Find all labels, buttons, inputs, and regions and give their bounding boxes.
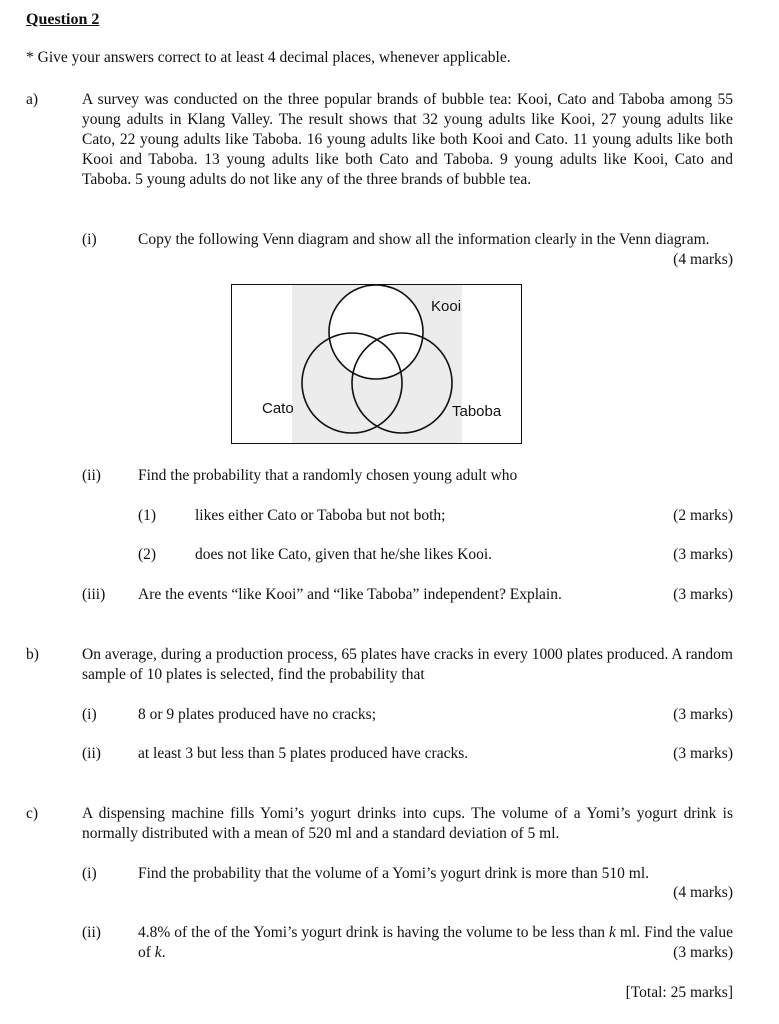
part-a-ii-1-marks: (2 marks) [673, 507, 733, 524]
part-a-ii-2-label: (2) [138, 546, 157, 563]
part-a-ii-1-text: likes either Cato or Taboba but not both; [195, 507, 446, 524]
part-a-i-text: Copy the following Venn diagram and show all the information clearly in the Venn diagram. [138, 231, 710, 248]
part-b-text: On average, during a production process, 65 plates have cracks in every 1000 plates produced. A random sample of 10 plates is selected, find the probability that [82, 646, 733, 683]
part-a-ii-1-label: (1) [138, 507, 157, 524]
part-a-i-label: (i) [82, 231, 97, 248]
venn-label-cato: Cato [262, 400, 294, 417]
part-c-ii-text [138, 923, 733, 963]
venn-label-taboba: Taboba [452, 403, 502, 420]
part-c-text: A dispensing machine fills Yomi’s yogurt drinks into cups. The volume of a Yomi’s yogurt drink is normally distributed with a mean of 520 ml and a standard deviation of 5 ml. [82, 805, 733, 842]
question-title: Question 2 [26, 11, 100, 28]
part-a-ii-text: Find the probability that a randomly chosen young adult who [138, 467, 518, 484]
part-a-ii-2-marks: (3 marks) [673, 546, 733, 563]
part-a-i-marks: (4 marks) [673, 251, 733, 268]
part-c-ii-text-a: 4.8% of the of the Yomi’s yogurt drink is having the volume to be less than [138, 924, 609, 941]
part-a-label: a) [26, 91, 39, 108]
part-b-ii-marks: (3 marks) [673, 745, 733, 762]
part-a-text: A survey was conducted on the three popular brands of bubble tea: Kooi, Cato and Taboba among 55 young adults in Klang Valley. The result shows that 32 young adults like Kooi, 27 young adults like Cato, 22 young adults like Taboba. 16 young adults like both Kooi and Cato. 11 young adults like both Kooi and Taboba. 13 young adults like both Cato and Taboba. 9 young adults like Kooi, Cato and Taboba. 5 young adults do not like any of the three brands of bubble tea. [82, 91, 733, 188]
part-b-i-label: (i) [82, 706, 97, 723]
part-a-ii-2-text: does not like Cato, given that he/she likes Kooi. [195, 546, 493, 563]
part-b-ii-text: at least 3 but less than 5 plates produced have cracks. [138, 745, 469, 762]
venn-diagram [231, 284, 522, 444]
part-c-i-text: Find the probability that the volume of a Yomi’s yogurt drink is more than 510 ml. [138, 865, 650, 882]
part-c-label: c) [26, 805, 39, 822]
part-b-i-text: 8 or 9 plates produced have no cracks; [138, 706, 377, 723]
venn-label-kooi: Kooi [431, 298, 462, 315]
part-a-ii-label: (ii) [82, 467, 101, 484]
kooi-circle [329, 285, 423, 379]
variable-k-2: k [154, 944, 162, 961]
part-c-ii-marks: (3 marks) [673, 944, 733, 961]
part-a-iii-text: Are the events “like Kooi” and “like Taboba” independent? Explain. [138, 586, 562, 603]
part-c-i-label: (i) [82, 865, 97, 882]
part-b-label: b) [26, 646, 39, 663]
total-marks: [Total: 25 marks] [625, 984, 733, 1001]
part-b-ii-label: (ii) [82, 745, 101, 762]
part-c-ii-text-end: . [161, 944, 166, 961]
part-c-ii-label: (ii) [82, 924, 101, 941]
part-a-iii-label: (iii) [82, 586, 106, 603]
part-c-ii-text-b: ml. Find the value of [138, 924, 733, 961]
variable-k: k [609, 924, 616, 941]
instruction-text: * Give your answers correct to at least 4 decimal places, whenever applicable. [26, 49, 511, 66]
part-a-iii-marks: (3 marks) [673, 586, 733, 603]
part-b-i-marks: (3 marks) [673, 706, 733, 723]
part-c-i-marks: (4 marks) [673, 884, 733, 901]
